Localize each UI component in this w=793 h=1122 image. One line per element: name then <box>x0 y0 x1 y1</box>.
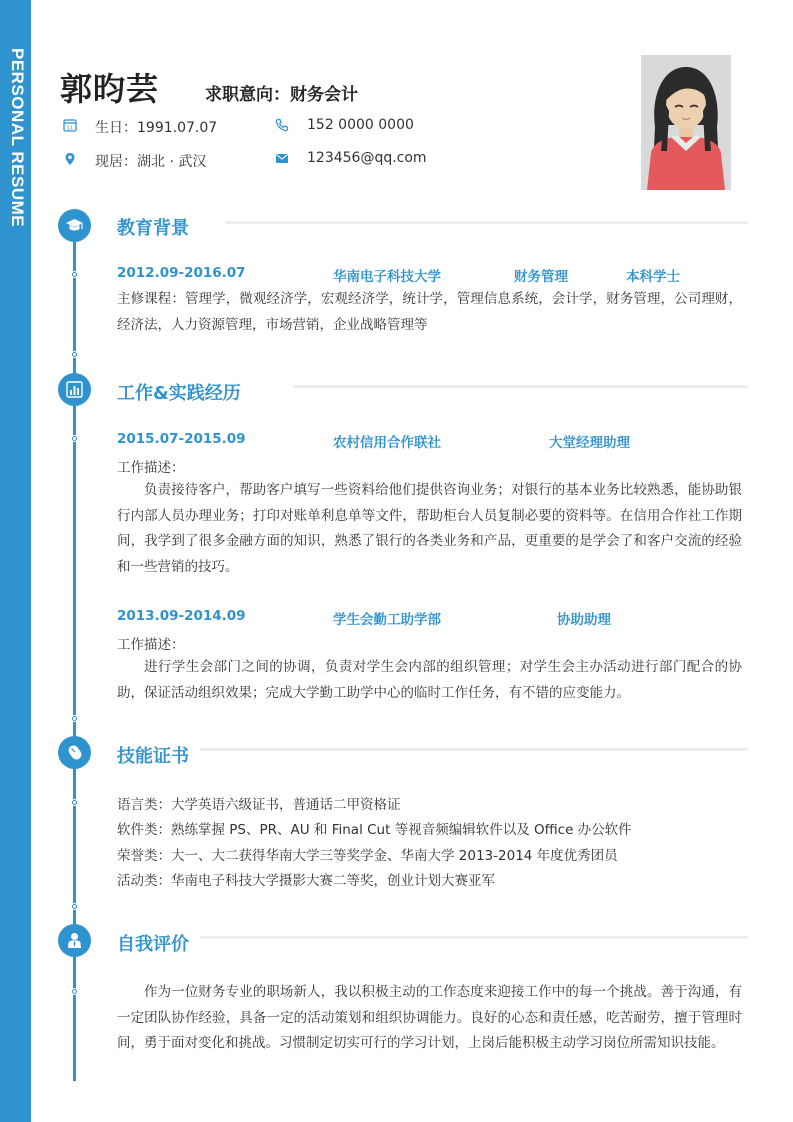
education-degree: 本科学士 <box>626 269 680 285</box>
timeline-dot <box>71 988 78 995</box>
email-text: 123456@qq.com <box>307 150 427 166</box>
self-divider <box>200 936 748 939</box>
education-section-icon <box>58 209 91 242</box>
work-item-date: 2015.07-2015.09 <box>117 431 246 447</box>
work-title: 工作&实践经历 <box>117 383 241 404</box>
graduation-cap-icon <box>65 216 84 235</box>
timeline-dot <box>71 903 78 910</box>
job-intent: 求职意向：财务会计 <box>205 85 358 105</box>
timeline-dot <box>71 435 78 442</box>
work-item-role: 协助助理 <box>557 612 611 628</box>
work-section-icon <box>58 373 91 406</box>
resume-name: 郭昀芸 <box>60 70 160 108</box>
sidebar <box>0 0 31 1122</box>
residence-text: 现居：湖北 · 武汉 <box>95 154 207 170</box>
timeline-dot <box>71 271 78 278</box>
calendar-icon <box>63 118 77 132</box>
mail-icon <box>275 151 289 165</box>
phone-text: 152 0000 0000 <box>307 117 414 133</box>
self-section-icon <box>58 924 91 957</box>
skill-line: 软件类：熟练掌握 PS、PR、AU 和 Final Cut 等视音频编辑软件以及 Office 办公软件 <box>117 822 632 838</box>
bar-chart-icon <box>65 380 84 399</box>
profile-photo <box>641 55 731 190</box>
avatar-illustration <box>641 55 731 190</box>
self-evaluation-text: 作为一位财务专业的职场新人，我以积极主动的工作态度来迎接工作中的每一个挑战。善于沟通，有一定团队协作经验，具备一定的活动策划和组织协调能力。良好的心态和责任感，吃苦耐劳，擅于管理时间，勇于面对变化和挑战。习惯制定切实可行的学习计划，上岗后能积极主动学习岗位所需知识技能。 <box>117 984 742 1051</box>
phone-icon <box>275 118 289 132</box>
work-item-label: 工作描述： <box>117 460 185 476</box>
work-item-desc: 进行学生会部门之间的协调，负责对学生会内部的组织管理；对学生会主办活动进行部门配合的协助，保证活动组织效果；完成大学勤工助学中心的临时工作任务，有不错的应变能力。 <box>117 659 742 701</box>
skills-title: 技能证书 <box>117 746 189 767</box>
person-icon <box>65 931 84 950</box>
education-major: 财务管理 <box>514 269 568 285</box>
birth-text: 生日：1991.07.07 <box>95 120 218 136</box>
skill-line: 语言类：大学英语六级证书，普通话二甲资格证 <box>117 797 401 813</box>
skill-line: 活动类：华南电子科技大学摄影大赛二等奖，创业计划大赛亚军 <box>117 873 495 889</box>
location-pin-icon <box>63 152 77 166</box>
self-title: 自我评价 <box>117 934 189 955</box>
timeline-dot <box>71 715 78 722</box>
work-item-org: 学生会勤工助学部 <box>333 612 441 628</box>
education-school: 华南电子科技大学 <box>333 269 441 285</box>
mouse-icon <box>65 743 84 762</box>
timeline-dot <box>71 351 78 358</box>
skill-line: 荣誉类：大一、大二获得华南大学三等奖学金、华南大学 2013-2014 年度优秀团员 <box>117 848 618 864</box>
skills-divider <box>200 748 748 751</box>
skills-section-icon <box>58 736 91 769</box>
work-item-desc: 负责接待客户，帮助客户填写一些资料给他们提供咨询业务；对银行的基本业务比较熟悉，能协助银行内部人员办理业务；打印对账单利息单等文件，帮助柜台人员复制必要的资料等。在信用合作社工作期间，我学到了很多金融方面的知识，熟悉了银行的各类业务和产品，更重要的是学会了和客户交流的经验和一些营销的技巧。 <box>117 482 742 575</box>
timeline-dot <box>71 799 78 806</box>
work-divider <box>293 385 748 388</box>
education-date: 2012.09-2016.07 <box>117 265 246 281</box>
education-divider <box>225 221 748 224</box>
work-item-label: 工作描述： <box>117 637 185 653</box>
work-item-org: 农村信用合作联社 <box>333 435 441 451</box>
education-title: 教育背景 <box>117 218 189 239</box>
sidebar-title: PERSONAL RESUME <box>8 48 27 228</box>
work-item-date: 2013.09-2014.09 <box>117 608 246 624</box>
work-item-role: 大堂经理助理 <box>549 435 630 451</box>
svg-text:11: 11 <box>66 125 74 132</box>
education-courses: 主修课程：管理学，微观经济学，宏观经济学，统计学，管理信息系统，会计学，财务管理，公司理财，经济法，人力资源管理，市场营销，企业战略管理等 <box>117 291 742 333</box>
